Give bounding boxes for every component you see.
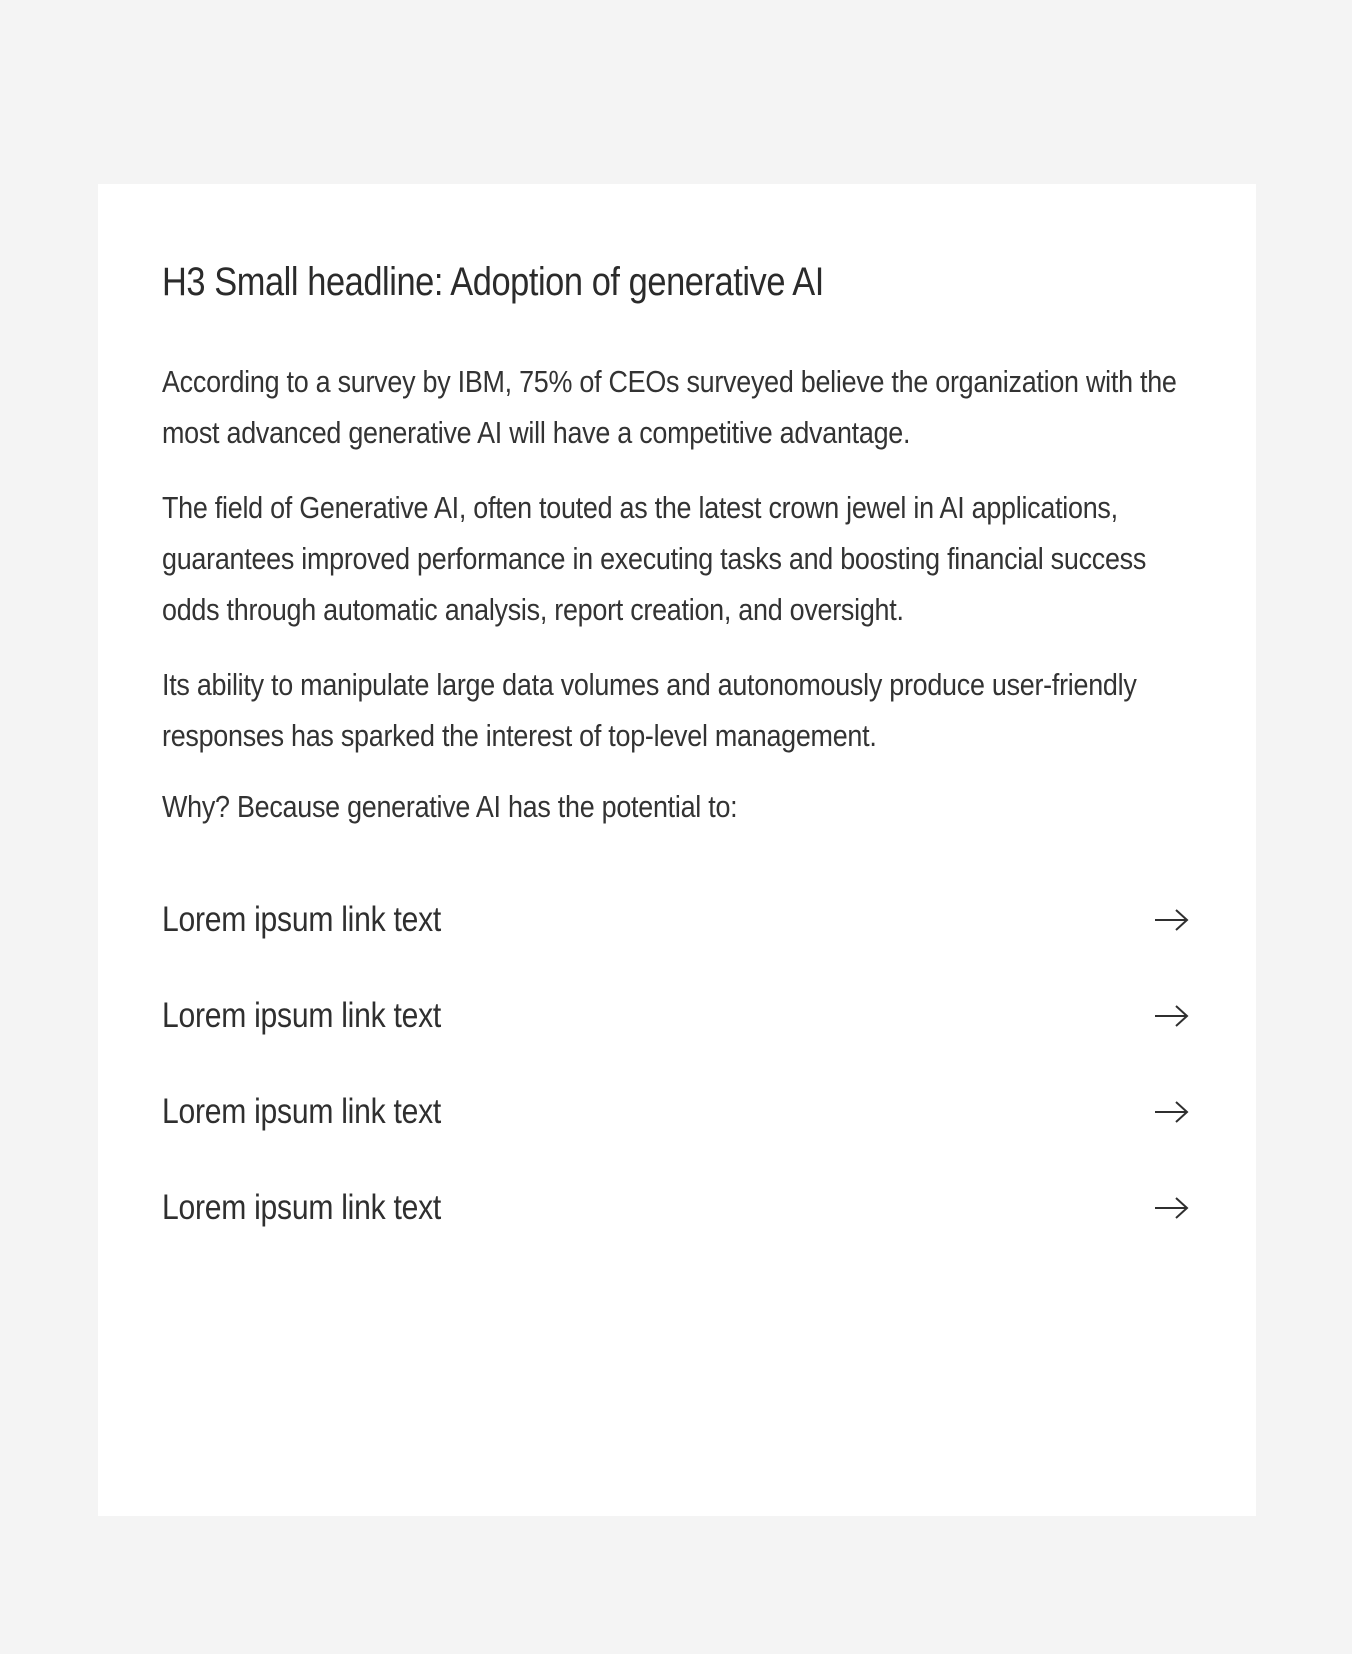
link-item-4[interactable]	[162, 1160, 1192, 1256]
link-item-2[interactable]	[162, 968, 1192, 1064]
link-item-3[interactable]	[162, 1064, 1192, 1160]
arrow-right-icon	[1154, 908, 1190, 932]
card-headline: H3 Small headline: Adoption of generative AI	[162, 260, 824, 304]
body-paragraph-3: Its ability to manipulate large data volumes and autonomously produce user-friendly responses has sparked the interest of top-level management.	[162, 667, 1137, 753]
link-list	[162, 872, 1192, 1256]
body-paragraph-2: The field of Generative AI, often touted as the latest crown jewel in AI applications, guarantees improved performance in executing tasks and boosting financial success odds through automatic analysis, report creation, and oversight.	[162, 490, 1147, 627]
content-card	[98, 184, 1256, 1516]
link-label: Lorem ipsum link text	[162, 1188, 441, 1227]
arrow-right-icon	[1154, 1100, 1190, 1124]
body-paragraph-4: Why? Because generative AI has the potential to:	[162, 789, 738, 824]
arrow-right-icon	[1154, 1196, 1190, 1220]
link-label: Lorem ipsum link text	[162, 900, 441, 939]
arrow-right-icon	[1154, 1004, 1190, 1028]
card-body	[162, 356, 1192, 832]
link-label: Lorem ipsum link text	[162, 1092, 441, 1131]
body-paragraph-1: According to a survey by IBM, 75% of CEOs surveyed believe the organization with the most advanced generative AI will have a competitive advantage.	[162, 364, 1177, 450]
link-label: Lorem ipsum link text	[162, 996, 441, 1035]
link-item-1[interactable]	[162, 872, 1192, 968]
